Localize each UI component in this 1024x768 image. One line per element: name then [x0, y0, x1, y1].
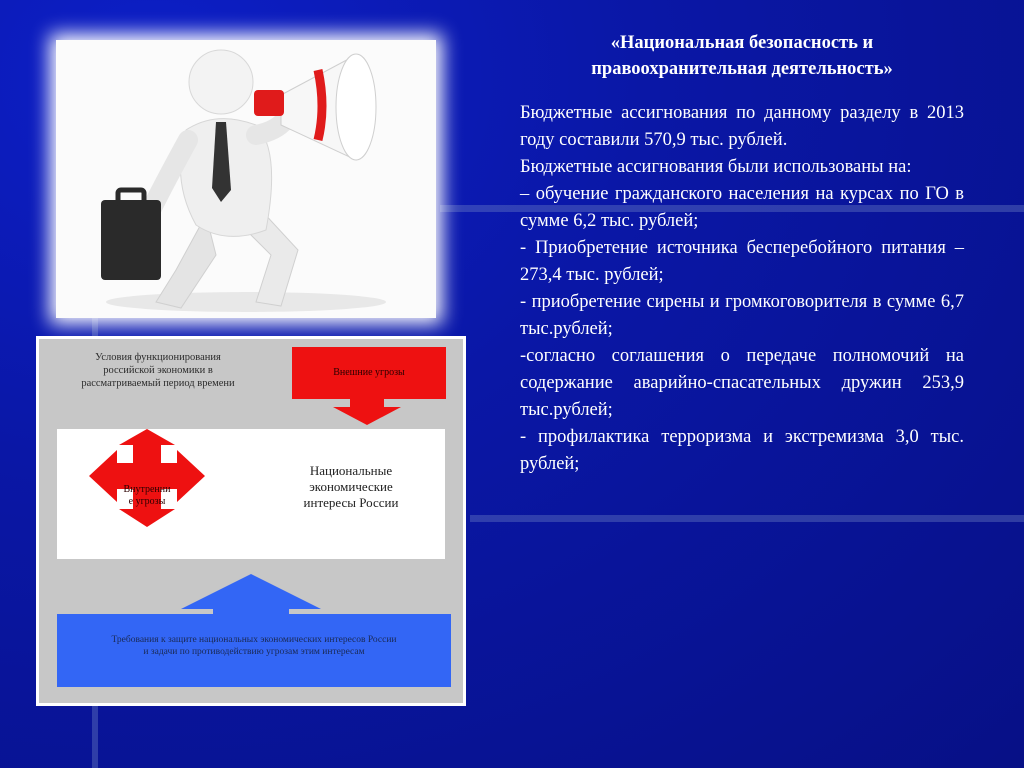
decor-stripe-horizontal-2 — [470, 515, 1024, 522]
rescue-squads-item: -согласно соглашения о передаче полномочий на содержание аварийно-спасательных дружин 253,9 тыс.рублей; — [520, 346, 964, 420]
slide-title: «Национальная безопасность и правоохранительная деятельность» — [591, 33, 893, 79]
training-item: – обучение гражданского населения на курсах по ГО в сумме 6,2 тыс. рублей; — [520, 184, 964, 231]
requirements-label: Требования к защите национальных экономических интересов России и задачи по противодействию угрозам этим интересам — [111, 635, 397, 657]
diagram-panel — [39, 339, 463, 703]
terrorism-prevention-item: - профилактика терроризма и экстремизма 3,0 тыс. рублей; — [520, 427, 964, 474]
budget-paragraph: Бюджетные ассигнования по данному разделу в 2013 году составили 570,9 тыс. рублей. — [520, 103, 964, 150]
usage-intro-paragraph: Бюджетные ассигнования были использованы на: — [520, 157, 912, 177]
requirements-arrow — [57, 574, 451, 687]
threats-diagram — [36, 336, 466, 706]
external-threats-arrow — [292, 347, 446, 425]
megaphone-man-icon — [56, 40, 436, 318]
internal-threats-label: Внутренни е угрозы — [123, 484, 171, 507]
conditions-caption: Условия функционирования российской экономики в рассматриваемый период времени — [81, 352, 235, 389]
national-interests-label: Национальные экономические интересы России — [303, 463, 399, 510]
text-content — [520, 30, 964, 478]
ups-item: - Приобретение источника бесперебойного питания – 273,4 тыс. рублей; — [520, 238, 964, 285]
external-threats-label: Внешние угрозы — [333, 367, 405, 378]
siren-item: - приобретение сирены и громкоговорителя в сумме 6,7 тыс.рублей; — [520, 292, 964, 339]
megaphone-man-illustration — [56, 40, 436, 318]
